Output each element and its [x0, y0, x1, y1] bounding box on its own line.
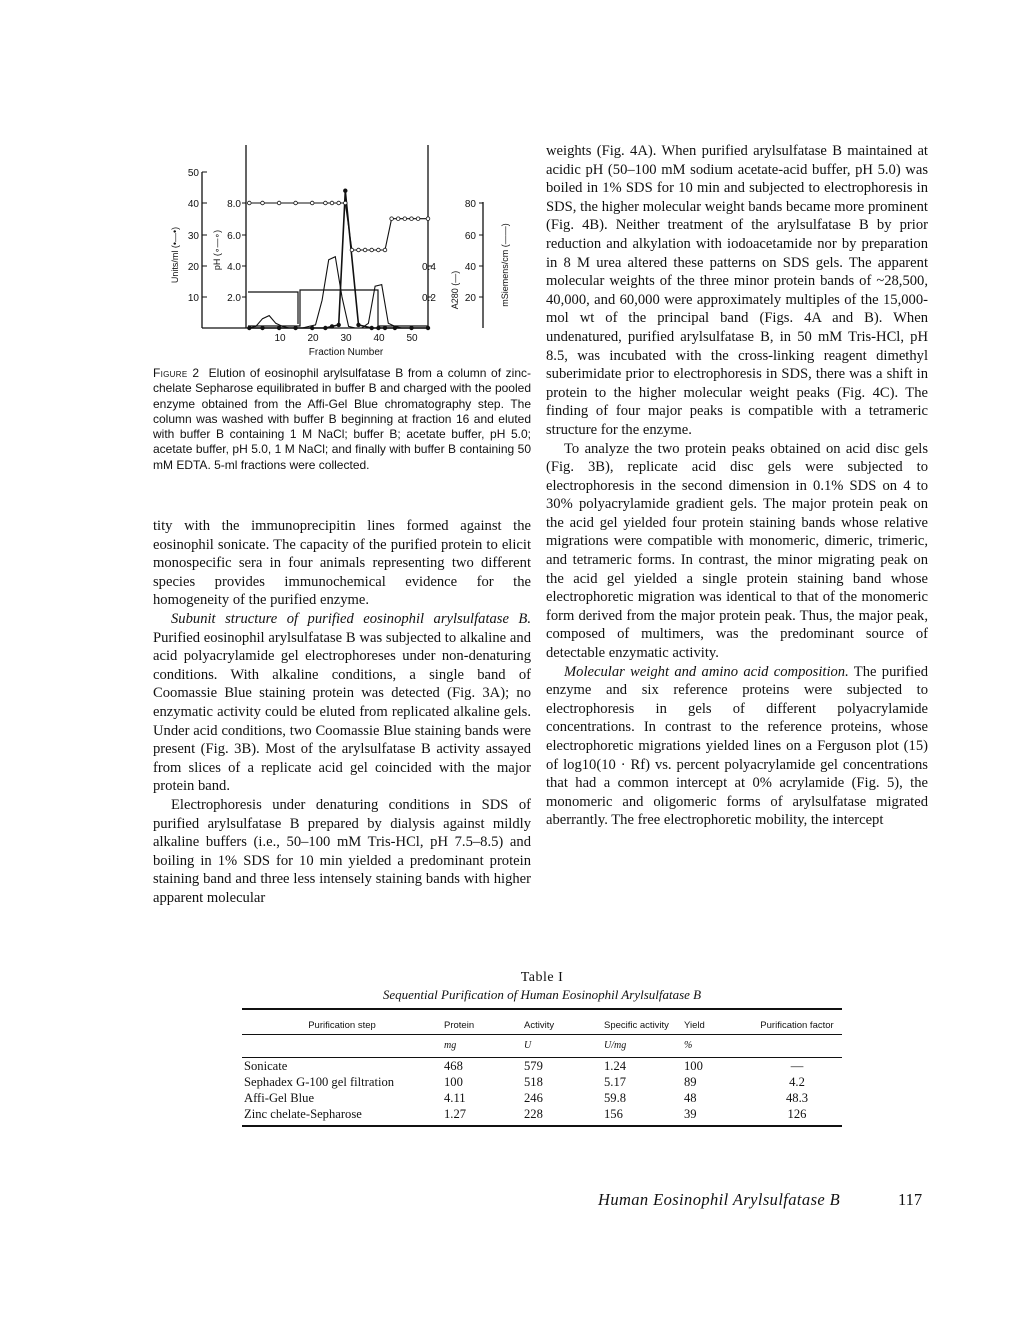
data-point — [357, 248, 361, 252]
ph-tick-label: 4.0 — [227, 262, 241, 273]
data-point — [390, 217, 394, 221]
data-point — [396, 217, 400, 221]
table-cell: Sonicate — [244, 1059, 288, 1073]
x-tick-label: 50 — [406, 333, 418, 344]
left-paragraph-1: tity with the immunoprecipitin lines formed against the eosinophil sonicate. The capacity of the purified protein to elicit monospecific sera in four animals representing two different species provides immunochemical evidence for the homogeneity of the purified enzyme. — [153, 518, 531, 609]
table-header: Yield — [682, 1009, 752, 1035]
table-cell: 4.11 — [444, 1091, 466, 1105]
right-column — [546, 142, 928, 830]
data-point — [350, 248, 354, 252]
unit-cell: % — [682, 1035, 752, 1058]
table-header: Purification step — [242, 1009, 442, 1035]
x-ticks — [274, 333, 418, 344]
data-point — [324, 326, 328, 330]
data-point — [277, 326, 281, 330]
table-cell: 1.27 — [442, 1106, 522, 1126]
data-point — [261, 201, 265, 205]
data-point — [370, 326, 374, 330]
ms-tick-label: 80 — [464, 199, 476, 210]
running-footer-title: Human Eosinophil Arylsulfatase B — [598, 1190, 841, 1209]
table-cell: 246 — [524, 1091, 543, 1105]
data-point — [383, 248, 387, 252]
table-subtitle: Sequential Purification of Human Eosinophil Arylsulfatase B — [382, 987, 702, 1002]
ph-axis-label: pH (∘—∘) — [212, 229, 222, 271]
data-point — [363, 248, 367, 252]
right-paragraph-1: weights (Fig. 4A). When purified arylsulfatase B maintained at acidic pH (50–100 mM sodium acetate-acid buffer, pH 5.0) was boiled in 1% SDS for 10 min and subjected to electrophoresis in SDS, the higher molecular weight bands became more prominent (Fig. 4B). Neither treatment of the arylsulfatase B by prior reduction and alkylation with iodoacetamide nor by preparation in 8 M urea altered these patterns on SDS gels. The apparent molecular weights of the three minor protein bands of ~28,500, 40,000, and 60,000 were approximately multiples of the 15,000-mol wt of the principal band (Figs. 4A and B). When undenatured, purified arylsulfatase B, in 50 mM Tris-HCl, pH 8.5, was incubated with the cross-linking reagent dimethyl suberimidate prior to electrophoresis in SDS, there was a shift in protein to the higher molecular weight peaks (Fig. 4C). The finding of four major peaks is compatible with a tetrameric structure for the enzyme. — [546, 143, 928, 438]
x-axis-label: Fraction Number — [308, 347, 384, 358]
unit-cell: mg — [442, 1035, 522, 1058]
units-tick-label: 10 — [187, 293, 199, 304]
ms-ticks — [465, 199, 483, 304]
data-point — [248, 201, 252, 205]
table-header: Purification factor — [752, 1009, 842, 1035]
right-paragraph-3-text: The purified enzyme and six reference proteins were subjected to electrophoresis in gels of different polyacrylamide concentrations. In contrast to the reference proteins, whose electrophoretic migrations yielded lines on a Ferguson plot (15) of log10(10 · Rf) vs. percent polyacrylamide gel concentrations that had a common intercept at 0% acrylamide (Fig. 5), the monomeric and oligomeric forms of arylsulfatase migrated aberrantly. The free electrophoretic mobility, the intercept — [546, 663, 928, 829]
table-cell: Sephadex G-100 gel filtration — [244, 1075, 395, 1089]
x-tick-label: 30 — [340, 333, 352, 344]
data-point — [261, 326, 265, 330]
table-cell: 100 — [684, 1059, 703, 1073]
table-header: Activity — [522, 1009, 602, 1035]
data-point — [357, 323, 361, 327]
data-point — [310, 326, 314, 330]
unit-cell: U — [522, 1035, 602, 1058]
table-cell: 1.24 — [604, 1059, 627, 1073]
table-header: Protein — [442, 1009, 522, 1035]
table-cell: 39 — [682, 1106, 752, 1126]
ms-tick-label: 40 — [464, 262, 476, 273]
subsection-heading-mw: Molecular weight and amino acid composition. — [564, 663, 849, 680]
table-row — [242, 1106, 842, 1126]
a280-axis-label: A280 (—) — [450, 270, 460, 310]
a280-tick-label: 0.2 — [422, 293, 436, 304]
data-point — [344, 201, 348, 205]
figure-caption — [153, 366, 531, 473]
purification-table — [242, 1008, 842, 1127]
unit-cell: U/mg — [602, 1035, 682, 1058]
data-point — [324, 201, 328, 205]
data-point — [330, 201, 334, 205]
units-axis-label: Units/ml (•—•) — [170, 226, 180, 284]
page-number: 117 — [898, 1190, 923, 1209]
table-cell: 156 — [602, 1106, 682, 1126]
table-cell: 89 — [684, 1075, 697, 1089]
table-cell: 48.3 — [785, 1091, 809, 1105]
table-cell: 5.17 — [604, 1075, 627, 1089]
units-ticks — [188, 168, 207, 304]
ms-axis-label: mSiemens/cm (——) — [500, 223, 510, 307]
ms-tick-label: 20 — [464, 293, 476, 304]
table-row — [242, 1074, 842, 1090]
data-point — [416, 217, 420, 221]
caption-text: Elution of eosinophil arylsulfatase B from a column of zinc-chelate Sepharose equilibrated in buffer B and charged with the pooled enzyme obtained from the Affi-Gel Blue chromatography step. The column was washed with buffer B beginning at fraction 16 and eluted with buffer B containing 1 M NaCl; buffer B; acetate buffer, pH 5.0; acetate buffer, pH 5.0, 1 M NaCl; and finally with buffer B containing 50 mM EDTA. 5-ml fractions were collected. — [153, 366, 531, 472]
table-cell: Affi-Gel Blue — [244, 1091, 315, 1105]
purification-table-block — [242, 970, 842, 1127]
units-tick-label: 50 — [187, 168, 199, 179]
right-paragraph-3 — [546, 663, 928, 830]
data-point — [426, 217, 430, 221]
left-paragraph-3: Electrophoresis under denaturing conditions in SDS of purified arylsulfatase B prepared by dialysis against mildly alkaline buffers (i.e., 50–100 mM Tris-HCl, pH 7.5–8.5) and boiling in 1% SDS for 10 min yielded a predominant protein staining band and three less intensely staining bands with higher apparent molecular — [153, 796, 531, 906]
table-cell: 100 — [444, 1075, 463, 1089]
table-cell: 126 — [752, 1106, 842, 1126]
left-paragraph-2-text: Purified eosinophil arylsulfatase B was subjected to alkaline and acid polyacrylamide gel electrophoreses under non-denaturing conditions. With alkaline conditions, a single band of Coomassie Blue staining protein was detected (Fig. 3A); no enzymatic activity could be eluted from replicated alkaline gels. Under acid conditions, two Coomassie Blue staining bands were present (Fig. 3B). Most of the arylsulfatase B activity assayed from slices of a replicate acid gel coincided with the major protein band. — [153, 629, 531, 795]
data-point — [310, 201, 314, 205]
a280-ticks — [422, 262, 436, 304]
table-header: Specific activity — [602, 1009, 682, 1035]
x-tick-label: 20 — [307, 333, 319, 344]
units-tick-label: 20 — [187, 262, 199, 273]
data-point — [337, 201, 341, 205]
table-cell: 579 — [524, 1059, 543, 1073]
unit-cell — [752, 1035, 842, 1058]
table-cell: 59.8 — [604, 1091, 627, 1105]
caption-label: Figure 2 — [153, 366, 200, 380]
data-point — [410, 217, 414, 221]
table-cell: 518 — [524, 1075, 543, 1089]
ph-tick-label: 8.0 — [227, 199, 241, 210]
table-cell: 228 — [522, 1106, 602, 1126]
data-point — [403, 217, 407, 221]
table-cell: 468 — [444, 1059, 463, 1073]
a280-tick-label: 0.4 — [422, 262, 436, 273]
ms-tick-label: 60 — [464, 231, 476, 242]
data-point — [370, 248, 374, 252]
table-row — [242, 1090, 842, 1106]
table-cell: Zinc chelate-Sepharose — [242, 1106, 442, 1126]
table-row — [242, 1058, 842, 1075]
table-cell: 48 — [684, 1091, 697, 1105]
ph-tick-label: 6.0 — [227, 231, 241, 242]
ph-ticks — [227, 199, 246, 304]
x-tick-label: 40 — [373, 333, 385, 344]
units-tick-label: 40 — [187, 199, 199, 210]
series-layer — [248, 189, 430, 330]
data-point — [337, 323, 341, 327]
table-title: Table I — [520, 970, 564, 985]
series-line-0 — [249, 191, 428, 328]
data-point — [277, 201, 281, 205]
ph-tick-label: 2.0 — [227, 293, 241, 304]
subsection-heading-subunit: Subunit structure of purified eosinophil arylsulfatase B. — [171, 610, 531, 627]
table-cell: 4.2 — [789, 1075, 805, 1089]
series-line-1 — [249, 203, 428, 250]
data-point — [383, 326, 387, 330]
right-paragraph-2: To analyze the two protein peaks obtained on acid disc gels (Fig. 3B), replicate acid disc gels were subjected to electrophoresis in the second dimension in 0.1% SDS on 4 to 30% polyacrylamide gradient gels. The major protein peak on the acid gel yielded four protein staining bands whose relative migrations were compatible with monomeric, dimeric, trimeric, and tetrameric forms. In contrast, the minor migrating peak on the acid gel yielded a single protein staining band whose electrophoretic migration was identical to that of the monomeric form derived from the major protein peak. Thus, the major peak, composed of multimers, was the predominant source of detectable enzymatic activity. — [546, 440, 928, 662]
elution-chart — [150, 140, 530, 360]
left-column — [153, 517, 531, 907]
data-point — [294, 201, 298, 205]
table-cell: — — [790, 1059, 804, 1073]
units-tick-label: 30 — [187, 231, 199, 242]
unit-cell — [242, 1035, 442, 1058]
data-point — [344, 189, 348, 193]
x-tick-label: 10 — [274, 333, 286, 344]
conductivity-trace — [248, 290, 428, 326]
left-paragraph-2 — [153, 610, 531, 796]
data-point — [377, 326, 381, 330]
data-point — [330, 325, 334, 329]
data-point — [377, 248, 381, 252]
